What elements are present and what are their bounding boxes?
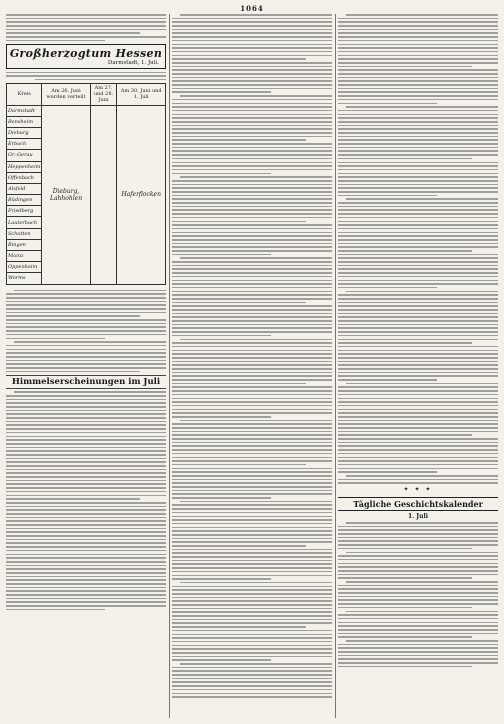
cell-col2: Dieburg, Lahhohlen	[42, 105, 90, 284]
cell-col4: Haferflocken	[117, 105, 166, 284]
article-text	[338, 14, 498, 484]
row-label: Oppenheim	[7, 262, 42, 273]
row-label: Alsfeld	[7, 183, 42, 194]
calendar-date: 1. Juli	[407, 513, 429, 520]
row-label: Worms	[7, 273, 42, 284]
column-rule	[335, 14, 336, 718]
table-row	[7, 105, 166, 116]
row-label: Heppenheim	[7, 161, 42, 172]
section-header-hessen	[6, 44, 166, 69]
row-label: Gr.-Gerau	[7, 150, 42, 161]
section-title-himmel: Himmelserscheinungen im Juli	[6, 375, 166, 389]
article-text	[6, 14, 166, 41]
row-label: Dieburg	[7, 127, 42, 138]
newspaper-page	[6, 4, 498, 720]
section-title-kalender: Tägliche Geschichtskalender	[338, 497, 498, 511]
column-left	[6, 14, 166, 718]
column-rule	[169, 14, 170, 718]
divider-ornament: ✦ ✦ ✦	[403, 486, 433, 493]
row-label: Friedberg	[7, 206, 42, 217]
row-label: Offenbach	[7, 172, 42, 183]
row-label: Lauterbach	[7, 217, 42, 228]
row-label: Bensheim	[7, 116, 42, 127]
dateline: Darmstadt, 1. Juli.	[107, 59, 159, 66]
article-text	[6, 290, 166, 373]
column-middle	[172, 14, 332, 718]
row-label: Mainz	[7, 251, 42, 262]
table-header: Am 26. Juni wurden verteilt	[42, 83, 90, 105]
page-number: 1064	[240, 4, 264, 13]
distribution-table	[6, 83, 166, 285]
row-label: Schotten	[7, 228, 42, 239]
article-text	[6, 391, 166, 610]
row-label: Büdingen	[7, 195, 42, 206]
table-caption	[6, 72, 166, 81]
article-text	[338, 522, 498, 667]
row-label: Darmstadt	[7, 105, 42, 116]
column-right	[338, 14, 498, 718]
row-label: Erbach	[7, 139, 42, 150]
table-header: Am 27. und 28. Juni	[90, 83, 117, 105]
table-header: Kreis	[7, 83, 42, 105]
table-header: Am 30. Juni und 1. Juli	[117, 83, 166, 105]
article-text	[172, 14, 332, 698]
row-label: Bingen	[7, 239, 42, 250]
section-title: Großherzogtum Hessen	[9, 46, 163, 60]
cell-col3	[90, 105, 117, 284]
